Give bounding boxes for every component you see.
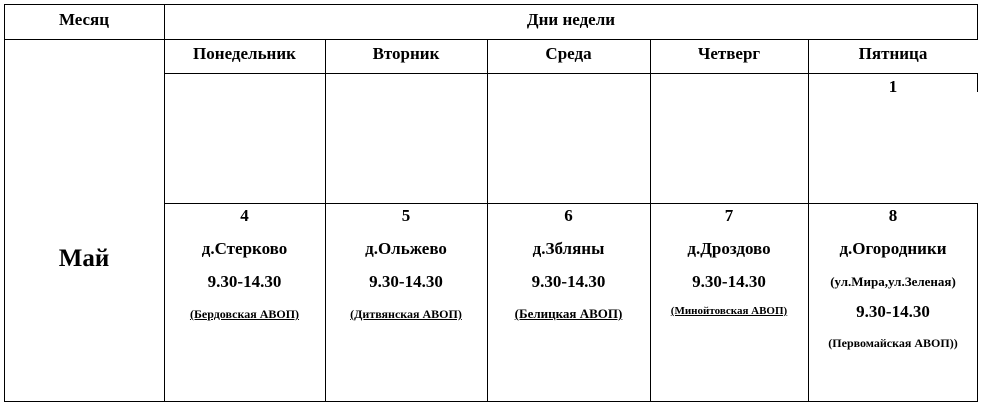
time-range: 9.30-14.30 <box>856 302 930 321</box>
date-number: 5 <box>401 206 411 225</box>
date-number: 7 <box>724 206 734 225</box>
village-name: д.Дроздово <box>687 239 771 258</box>
friday-week1-date: 1 <box>888 77 898 96</box>
clinic-name: (Минойтовская АВОП) <box>670 305 788 317</box>
date-number: 6 <box>564 206 573 225</box>
schedule-cell-tuesday <box>325 203 487 401</box>
schedule-cell-monday <box>164 203 325 401</box>
month-name: Май <box>58 245 110 272</box>
time-range: 9.30-14.30 <box>207 272 282 291</box>
schedule-table <box>4 4 978 402</box>
clinic-name: (Белицкая АВОП) <box>514 306 623 321</box>
table-border-left <box>4 4 5 402</box>
schedule-cell-friday <box>808 203 978 401</box>
date-number: 8 <box>888 206 898 225</box>
date-number: 4 <box>240 206 249 225</box>
village-name: д.Стерково <box>201 239 288 258</box>
weekday-monday: Понедельник <box>193 44 296 63</box>
schedule-cell-wednesday <box>487 203 650 401</box>
month-header: Месяц <box>58 10 110 29</box>
village-name: д.Ольжево <box>365 239 447 258</box>
header-divider <box>4 39 978 40</box>
table-border-top <box>4 4 978 5</box>
weekday-divider <box>164 73 978 74</box>
village-name: д.Огородники <box>839 239 947 258</box>
weekday-tuesday: Вторник <box>372 44 440 63</box>
schedule-cell-thursday <box>650 203 808 401</box>
clinic-name: (Дитвянская АВОП) <box>350 307 462 321</box>
weekday-friday: Пятница <box>858 44 928 63</box>
weekdays-header: Дни недели <box>526 10 616 29</box>
table-border-bottom <box>4 401 978 402</box>
time-range: 9.30-14.30 <box>692 272 766 291</box>
clinic-name: (Первомайская АВОП)) <box>828 336 958 350</box>
clinic-name: (Бердовская АВОП) <box>189 307 300 321</box>
weekday-thursday: Четверг <box>697 44 761 63</box>
street-names: (ул.Мира,ул.Зеленая) <box>830 274 956 289</box>
village-name: д.Збляны <box>532 239 605 258</box>
time-range: 9.30-14.30 <box>369 272 443 291</box>
time-range: 9.30-14.30 <box>531 272 606 291</box>
weekday-wednesday: Среда <box>545 44 592 63</box>
